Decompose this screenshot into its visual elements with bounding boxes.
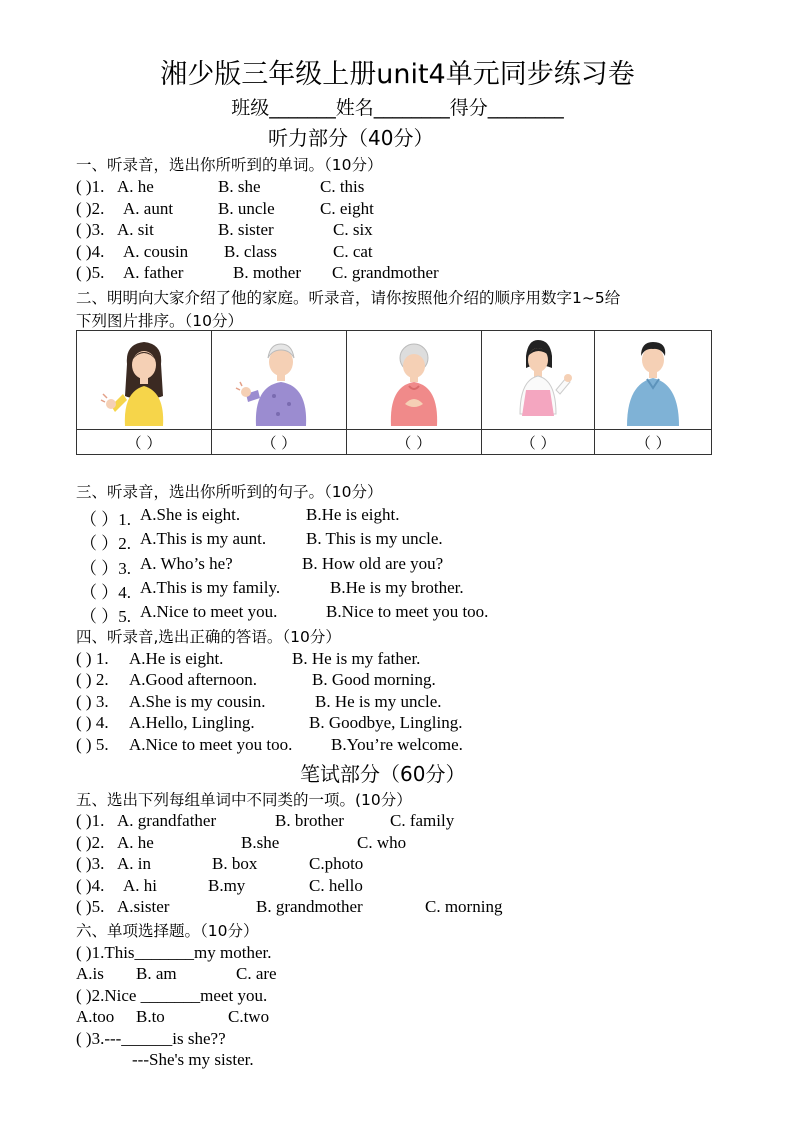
s5-q3-c: C.photo bbox=[309, 854, 364, 873]
s6-q1-b: B. am bbox=[136, 964, 177, 983]
picture-cell-1 bbox=[77, 331, 212, 430]
s5-q2-b: B.she bbox=[241, 833, 280, 852]
s3-q3-num: （ ）3. bbox=[80, 559, 131, 578]
s5-q2-num: ( )2. bbox=[76, 833, 105, 852]
s5-q4-num: ( )4. bbox=[76, 876, 105, 895]
section-6-heading: 六、单项选择题。（10分） bbox=[76, 922, 259, 940]
s1-q2-b: B. uncle bbox=[218, 199, 275, 218]
s4-q5-a: A.Nice to meet you too. bbox=[129, 735, 293, 754]
s1-q1-b: B. she bbox=[218, 177, 261, 196]
s4-q4-num: ( ) 4. bbox=[76, 713, 109, 732]
s4-q1-b: B. He is my father. bbox=[292, 649, 421, 668]
answer-cell-2[interactable]: （ ） bbox=[211, 430, 346, 455]
s3-q4-a: A.This is my family. bbox=[140, 578, 281, 597]
s5-q5-a: A.sister bbox=[117, 897, 170, 916]
s4-q4-a: A.Hello, Lingling. bbox=[129, 713, 255, 732]
s3-q2-b: B. This is my uncle. bbox=[306, 529, 443, 548]
s4-q4-b: B. Goodbye, Lingling. bbox=[309, 713, 463, 732]
s5-q4-b: B.my bbox=[208, 876, 246, 895]
s3-q3-a: A. Who’s he? bbox=[140, 554, 233, 573]
answer-cell-4[interactable]: （ ） bbox=[481, 430, 595, 455]
s1-q4-c: C. cat bbox=[333, 242, 373, 261]
s6-q2-a: A.too bbox=[76, 1007, 115, 1026]
s5-q1-a: A. grandfather bbox=[117, 811, 217, 830]
s5-q3-b: B. box bbox=[212, 854, 258, 873]
s1-q4-num: ( )4. bbox=[76, 242, 105, 261]
s1-q4-b: B. class bbox=[224, 242, 277, 261]
s4-q5-b: B.You’re welcome. bbox=[331, 735, 463, 754]
s1-q1-a: A. he bbox=[117, 177, 154, 196]
s4-q2-b: B. Good morning. bbox=[312, 670, 436, 689]
worksheet-title: 湘少版三年级上册unit4单元同步练习卷 bbox=[160, 59, 635, 90]
s4-q2-num: ( ) 2. bbox=[76, 670, 109, 689]
answer-cell-3[interactable]: （ ） bbox=[346, 430, 481, 455]
s1-q2-a: A. aunt bbox=[123, 199, 174, 218]
grandfather-icon bbox=[234, 334, 324, 426]
picture-cell-3 bbox=[346, 331, 481, 430]
s1-q1-c: C. this bbox=[320, 177, 365, 196]
s3-q3-b: B. How old are you? bbox=[302, 554, 444, 573]
picture-cell-4 bbox=[481, 331, 595, 430]
s3-q1-b: B.He is eight. bbox=[306, 505, 400, 524]
s5-q1-num: ( )1. bbox=[76, 811, 105, 830]
s1-q3-a: A. sit bbox=[117, 220, 154, 239]
s3-q4-num: （ ）4. bbox=[80, 583, 131, 602]
s4-q3-b: B. He is my uncle. bbox=[315, 692, 442, 711]
section-2-heading-line1: 二、明明向大家介绍了他的家庭。听录音，请你按照他介绍的顺序用数字1~5给 bbox=[76, 289, 621, 307]
section-1-heading: 一、听录音，选出你所听到的单词。（10分） bbox=[76, 156, 383, 174]
s3-q5-a: A.Nice to meet you. bbox=[140, 602, 278, 621]
s6-q2-c: C.two bbox=[228, 1007, 270, 1026]
s1-q3-c: C. six bbox=[333, 220, 373, 239]
mother-icon bbox=[498, 334, 578, 426]
s6-q1-stem: ( )1.This_______my mother. bbox=[76, 943, 272, 962]
s6-q2-b: B.to bbox=[136, 1007, 165, 1026]
s4-q3-num: ( ) 3. bbox=[76, 692, 109, 711]
s1-q5-c: C. grandmother bbox=[332, 263, 439, 282]
listening-part-title: 听力部分（40分） bbox=[268, 126, 434, 150]
s1-q4-a: A. cousin bbox=[123, 242, 189, 261]
s5-q5-c: C. morning bbox=[425, 897, 503, 916]
s4-q5-num: ( ) 5. bbox=[76, 735, 109, 754]
s3-q4-b: B.He is my brother. bbox=[330, 578, 464, 597]
s5-q5-num: ( )5. bbox=[76, 897, 105, 916]
section-4-heading: 四、听录音,选出正确的答语。（10分） bbox=[76, 628, 341, 646]
s6-q2-stem: ( )2.Nice _______meet you. bbox=[76, 986, 268, 1005]
s4-q3-a: A.She is my cousin. bbox=[129, 692, 266, 711]
s4-q2-a: A.Good afternoon. bbox=[129, 670, 257, 689]
section-2-heading-line2: 下列图片排序。（10分） bbox=[76, 312, 243, 330]
s5-q4-c: C. hello bbox=[309, 876, 363, 895]
grandmother-icon bbox=[369, 334, 459, 426]
answer-cell-5[interactable]: （ ） bbox=[595, 430, 712, 455]
s1-q2-c: C. eight bbox=[320, 199, 374, 218]
s1-q5-a: A. father bbox=[123, 263, 184, 282]
s5-q2-a: A. he bbox=[117, 833, 154, 852]
section-5-heading: 五、选出下列每组单词中不同类的一项。(10分） bbox=[76, 791, 412, 809]
writing-part-title: 笔试部分（60分） bbox=[300, 762, 466, 786]
s4-q1-num: ( ) 1. bbox=[76, 649, 109, 668]
s6-q3-reply: ---She's my sister. bbox=[132, 1050, 254, 1069]
s3-q5-b: B.Nice to meet you too. bbox=[326, 602, 489, 621]
s5-q2-c: C. who bbox=[357, 833, 407, 852]
s5-q3-a: A. in bbox=[117, 854, 151, 873]
s3-q2-num: （ ）2. bbox=[80, 534, 131, 553]
s5-q1-c: C. family bbox=[390, 811, 455, 830]
s1-q1-num: ( )1. bbox=[76, 177, 105, 196]
section-3-heading: 三、听录音，选出你所听到的句子。（10分） bbox=[76, 483, 383, 501]
family-picture-table bbox=[76, 330, 712, 455]
student-info-line: 班级_______姓名________得分________ bbox=[231, 97, 564, 119]
s6-q3-stem: ( )3.---______is she?? bbox=[76, 1029, 226, 1048]
s3-q5-num: （ ）5. bbox=[80, 607, 131, 626]
father-icon bbox=[613, 334, 693, 426]
s6-q1-c: C. are bbox=[236, 964, 277, 983]
s5-q3-num: ( )3. bbox=[76, 854, 105, 873]
s5-q5-b: B. grandmother bbox=[256, 897, 363, 916]
s1-q3-num: ( )3. bbox=[76, 220, 105, 239]
s1-q5-num: ( )5. bbox=[76, 263, 105, 282]
s4-q1-a: A.He is eight. bbox=[129, 649, 224, 668]
s1-q5-b: B. mother bbox=[233, 263, 301, 282]
s1-q2-num: ( )2. bbox=[76, 199, 105, 218]
s6-q1-a: A.is bbox=[76, 964, 104, 983]
s3-q2-a: A.This is my aunt. bbox=[140, 529, 267, 548]
s5-q4-a: A. hi bbox=[123, 876, 157, 895]
girl-icon bbox=[99, 334, 189, 426]
s3-q1-a: A.She is eight. bbox=[140, 505, 241, 524]
s5-q1-b: B. brother bbox=[275, 811, 344, 830]
picture-cell-5 bbox=[595, 331, 712, 430]
s1-q3-b: B. sister bbox=[218, 220, 274, 239]
picture-cell-2 bbox=[211, 331, 346, 430]
s3-q1-num: （ ）1. bbox=[80, 510, 131, 529]
answer-cell-1[interactable]: （ ） bbox=[77, 430, 212, 455]
